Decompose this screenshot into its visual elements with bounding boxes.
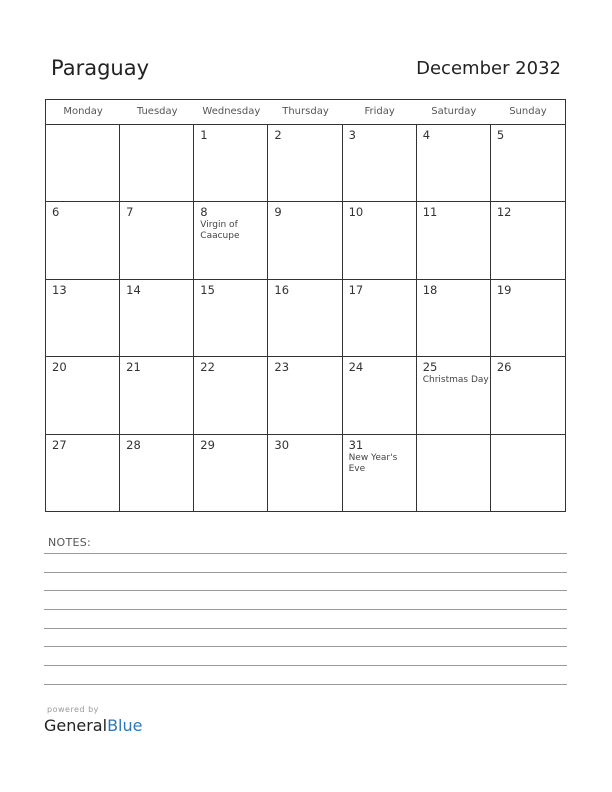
day-number: 3	[348, 128, 356, 142]
month-year-title: December 2032	[416, 58, 561, 79]
day-number: 15	[200, 282, 215, 297]
day-number: 9	[274, 205, 282, 220]
day-cell	[46, 125, 120, 202]
day-number: 11	[422, 205, 438, 220]
day-number: 26	[496, 360, 512, 375]
day-cell	[120, 357, 194, 434]
day-number: 19	[496, 282, 512, 297]
day-cell	[417, 125, 491, 202]
calendar-grid	[45, 99, 566, 512]
day-number: 7	[126, 205, 134, 220]
brand-blue-text: Blue	[107, 716, 143, 735]
day-number: 1	[200, 128, 208, 142]
day-cell	[194, 435, 268, 512]
day-number: 21	[126, 360, 141, 375]
weekday-sunday: Sunday	[509, 106, 547, 117]
day-number: 4	[422, 128, 431, 142]
day-number: 6	[52, 205, 60, 220]
day-cell	[120, 280, 194, 357]
day-number: 16	[274, 282, 290, 297]
day-cell	[194, 280, 268, 357]
day-cell	[194, 125, 268, 202]
day-number: 18	[422, 282, 438, 297]
weekday-monday: Monday	[63, 106, 103, 117]
day-number: 20	[52, 360, 67, 375]
day-number: 10	[348, 205, 364, 220]
day-cell	[491, 280, 565, 357]
day-cell	[343, 202, 417, 279]
day-cell	[268, 357, 342, 434]
day-number: 29	[200, 437, 215, 452]
note-line	[44, 609, 567, 610]
country-title: Paraguay	[51, 56, 150, 80]
weekday-friday: Friday	[364, 106, 395, 117]
day-cell	[491, 435, 565, 512]
day-cell	[46, 280, 120, 357]
note-line	[44, 572, 567, 573]
holiday-label: Christmas Day	[422, 375, 489, 386]
day-number: 30	[274, 437, 290, 452]
day-number: 31	[348, 437, 364, 452]
brand-general-text: General	[44, 716, 108, 735]
day-cell	[491, 202, 565, 279]
day-cell	[268, 280, 342, 357]
day-cell	[491, 357, 565, 434]
day-cell	[343, 435, 417, 512]
day-cell	[491, 125, 565, 202]
note-line	[44, 553, 567, 554]
note-line	[44, 646, 567, 647]
generalblue-logo	[44, 716, 142, 735]
day-cell	[417, 202, 491, 279]
day-number: 28	[126, 437, 141, 452]
day-number: 24	[348, 360, 364, 375]
day-number: 22	[200, 360, 215, 375]
day-cell	[46, 357, 120, 434]
day-cell	[417, 280, 491, 357]
day-number: 23	[274, 360, 290, 375]
day-number: 17	[348, 282, 364, 297]
day-cell	[46, 435, 120, 512]
day-cell	[343, 357, 417, 434]
day-cell	[417, 357, 491, 434]
weekday-saturday: Saturday	[431, 106, 477, 117]
holiday-label: Virgin of Caacupe	[200, 220, 240, 242]
day-cell	[268, 202, 342, 279]
day-cell	[194, 357, 268, 434]
day-number: 27	[52, 437, 67, 452]
day-cell	[120, 435, 194, 512]
weekday-wednesday: Wednesday	[202, 106, 261, 117]
day-number: 5	[496, 128, 505, 142]
note-line	[44, 590, 567, 591]
day-cell	[343, 280, 417, 357]
day-number: 13	[52, 282, 67, 297]
note-line	[44, 628, 567, 629]
notes-label: NOTES:	[48, 536, 92, 549]
day-cell	[194, 202, 268, 279]
note-line	[44, 665, 567, 666]
day-cell	[268, 435, 342, 512]
day-cell	[343, 125, 417, 202]
day-number: 14	[126, 282, 141, 297]
day-number: 8	[200, 205, 208, 220]
powered-by-text: powered by	[47, 705, 99, 714]
day-cell	[120, 202, 194, 279]
day-number: 2	[274, 128, 282, 142]
day-cell	[46, 202, 120, 279]
day-number: 25	[422, 360, 438, 375]
day-cell	[120, 125, 194, 202]
weekday-tuesday: Tuesday	[136, 106, 178, 117]
calendar-body	[46, 125, 565, 512]
holiday-label: New Year's Eve	[348, 452, 398, 474]
day-cell	[417, 435, 491, 512]
weekday-thursday: Thursday	[282, 106, 329, 117]
note-line	[44, 684, 567, 685]
day-number: 12	[496, 205, 512, 220]
day-cell	[268, 125, 342, 202]
weekday-header-row	[46, 100, 565, 125]
